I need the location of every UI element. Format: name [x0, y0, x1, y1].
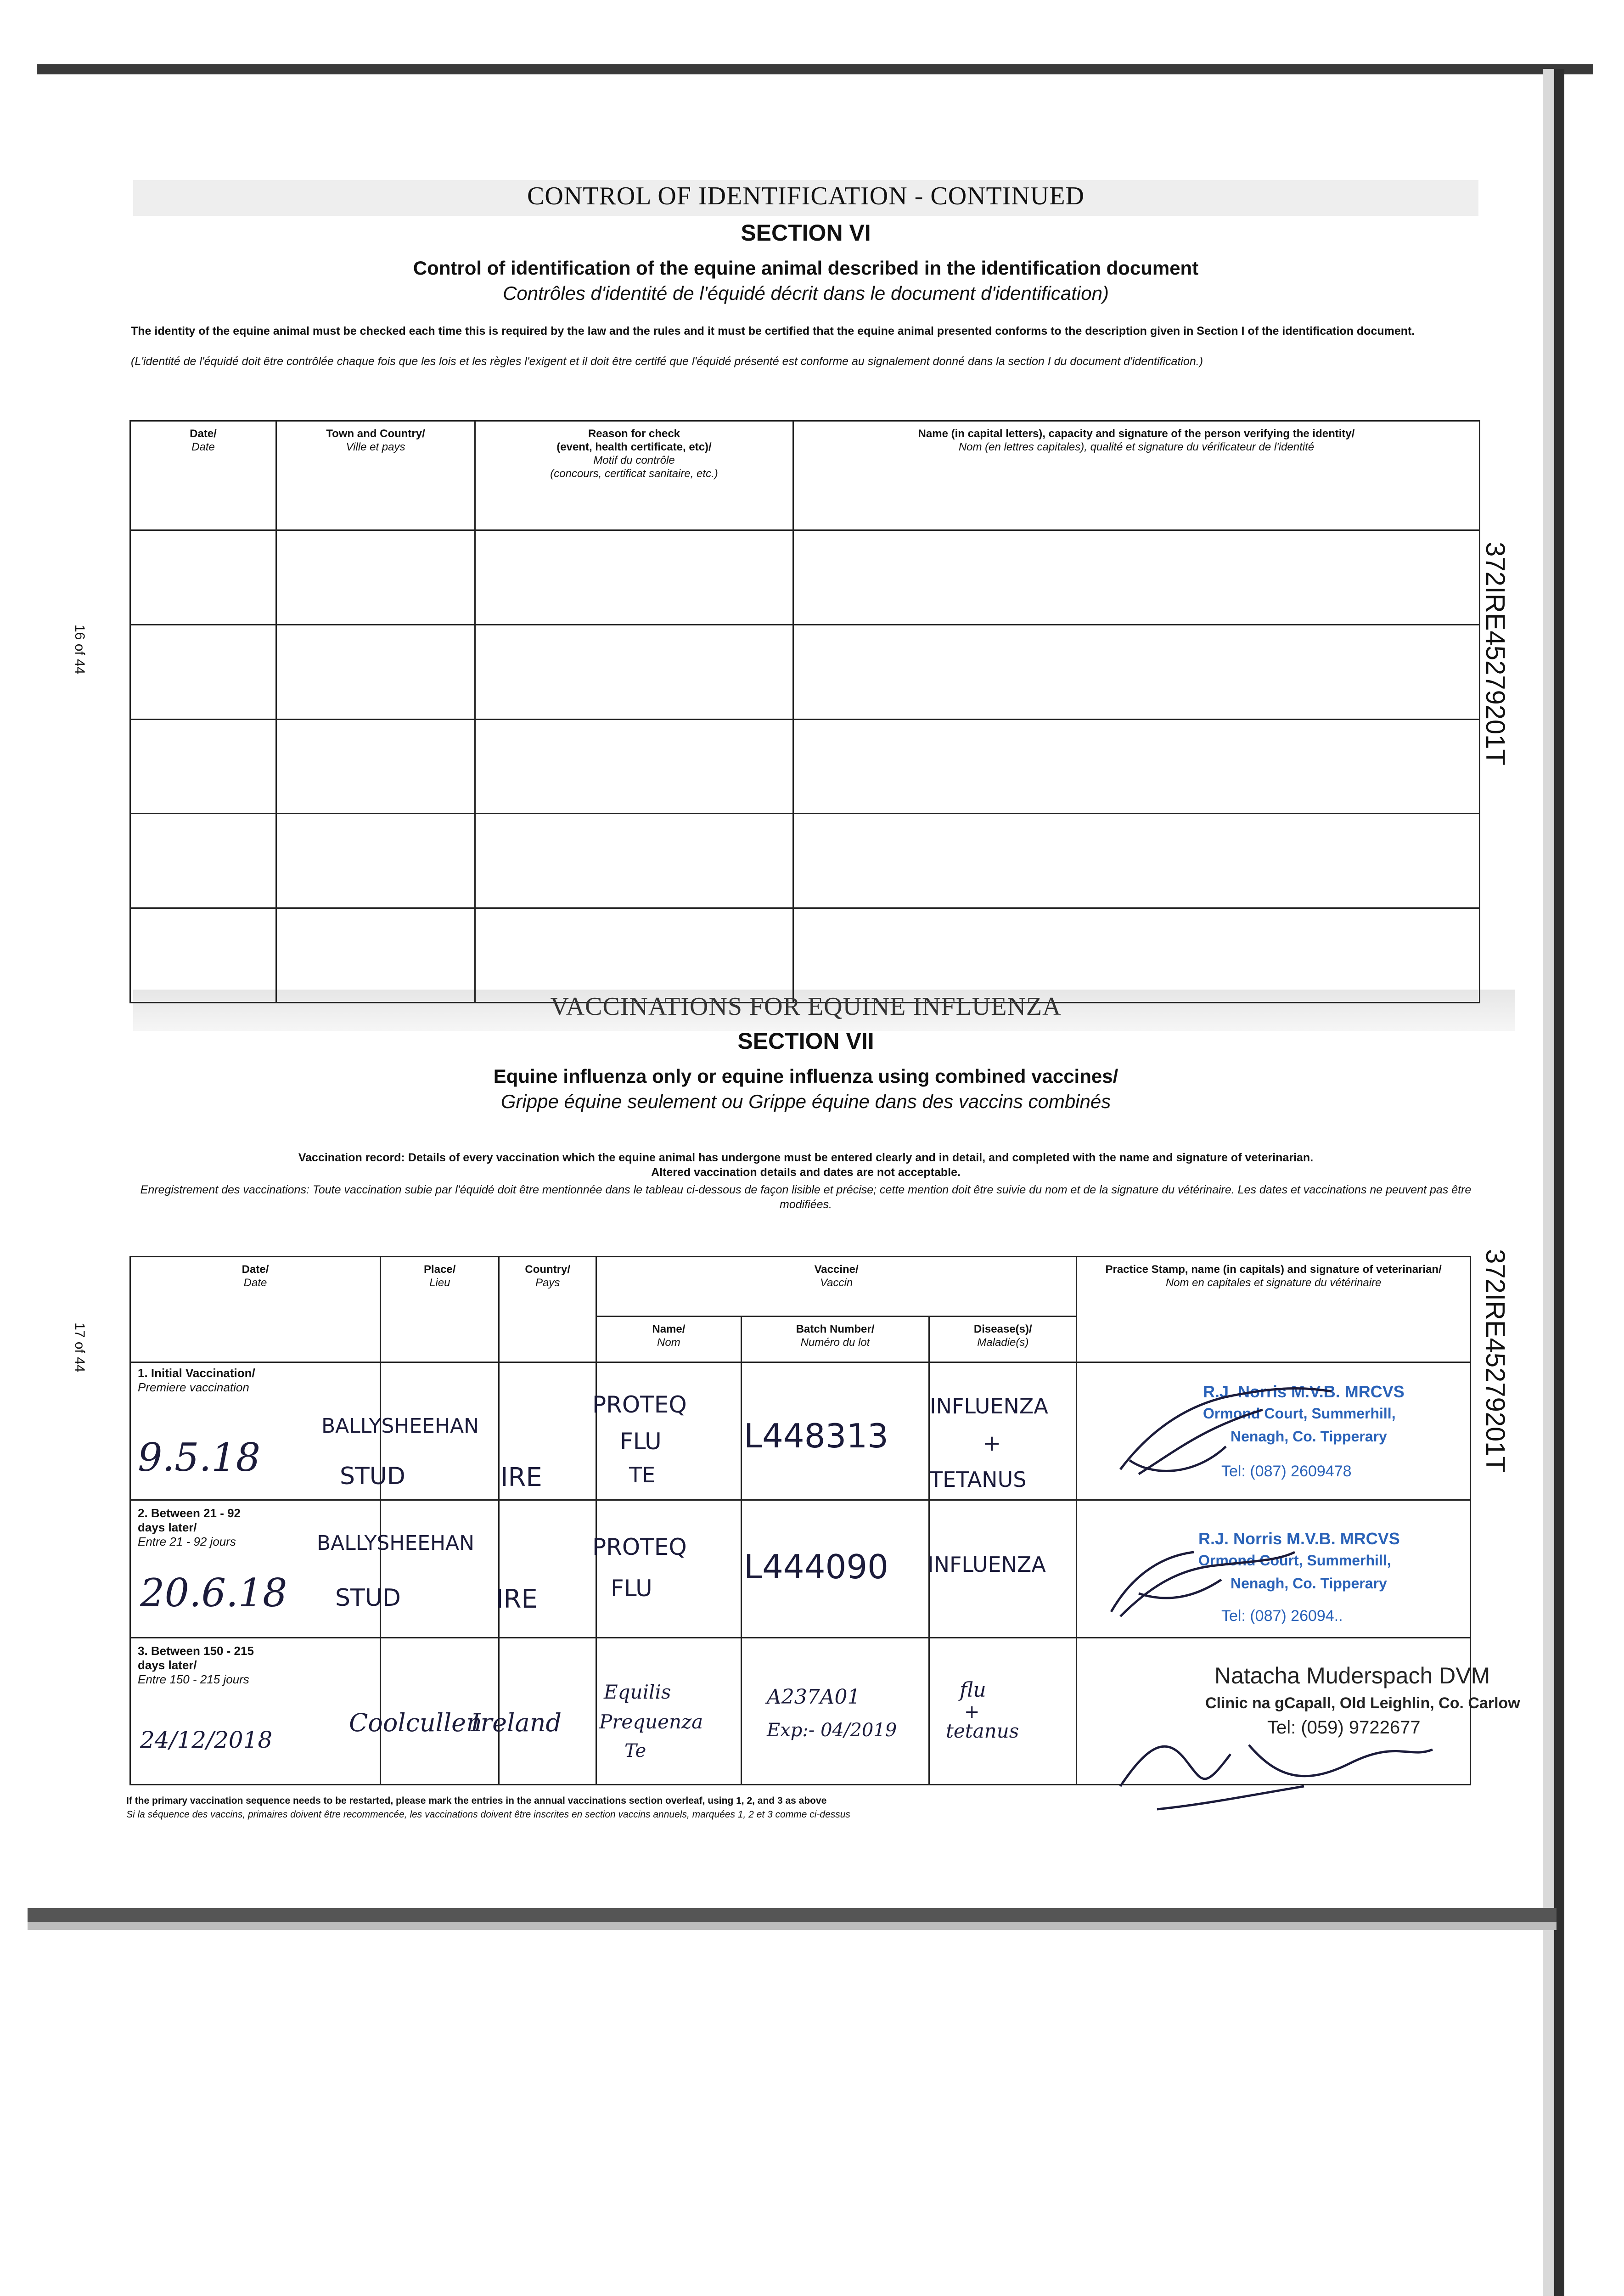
vcol-date-fr: Date	[243, 1277, 267, 1289]
row3-batch: A237A01	[767, 1685, 860, 1709]
note-en-label: Vaccination record:	[298, 1151, 405, 1164]
vcol-disease-en: Disease(s)/	[973, 1323, 1032, 1335]
row2-stamp-1: R.J. Norris M.V.B. MRCVS	[1198, 1529, 1400, 1548]
row3-stamp-3: Tel: (059) 9722677	[1267, 1717, 1421, 1738]
section7-note-en	[138, 1150, 1474, 1180]
row1-stamp-2: Ormond Court, Summerhill,	[1203, 1405, 1396, 1422]
row1-disease-1: INFLUENZA	[930, 1394, 1048, 1418]
vcol-name-fr: Nom	[657, 1336, 680, 1349]
vcol-vaccine	[596, 1257, 1077, 1317]
note-en-text: Details of every vaccination which the equine animal has undergone must be entered clearly and in detail, and completed with the name and signature of veterinarian.	[408, 1151, 1314, 1164]
note-fr-label: Enregistrement des vaccinations:	[140, 1183, 309, 1196]
vcol-place-en: Place/	[424, 1263, 456, 1276]
vcol-disease-fr: Maladie(s)	[977, 1336, 1029, 1349]
row1-stamp-3: Nenagh, Co. Tipperary	[1231, 1428, 1387, 1445]
col-date-en: Date/	[190, 428, 217, 440]
col-verifier-fr: Nom (en lettres capitales), qualité et signature du vérificateur de l'identité	[958, 441, 1315, 453]
col-town	[276, 421, 475, 530]
row3-label-fr: Entre 150 - 215 jours	[138, 1672, 249, 1686]
identity-check-table	[129, 420, 1480, 1003]
row3-disease-2: +	[964, 1701, 980, 1722]
row1-label-fr: Premiere vaccination	[138, 1380, 249, 1394]
row2-label	[138, 1506, 241, 1549]
vcol-disease	[929, 1317, 1077, 1362]
row2-stamp-2: Ormond Court, Summerhill,	[1198, 1552, 1391, 1569]
section7-subtitle-en: Equine influenza only or equine influenza using combined vaccines/	[493, 1065, 1118, 1087]
section7-number: SECTION VII	[737, 1028, 874, 1054]
row1-vaccine-name-1: PROTEQ	[592, 1391, 687, 1418]
table-row	[130, 814, 1480, 908]
vcol-name	[596, 1317, 742, 1362]
doc-id-bottom: 372IRE45279201T	[1480, 1249, 1510, 1473]
row1-vaccine-name-2: FLU	[620, 1428, 662, 1455]
vcol-batch-fr: Numéro du lot	[800, 1336, 870, 1349]
row3-vaccine-name-3: Te	[624, 1740, 646, 1761]
row2-vaccine-name-2: FLU	[611, 1575, 652, 1602]
vcol-place	[381, 1257, 499, 1362]
section6-subtitle-en: Control of identification of the equine animal described in the identification document	[413, 257, 1199, 279]
scan-edge-bottom-shadow	[28, 1922, 1557, 1930]
section6-subtitle-fr: Contrôles d'identité de l'équidé décrit dans le document d'identification)	[503, 282, 1109, 304]
row2-place-1: BALLYSHEEHAN	[317, 1531, 475, 1555]
row1-label-en: 1. Initial Vaccination/	[138, 1366, 255, 1380]
row1-place-1: BALLYSHEEHAN	[321, 1414, 479, 1438]
section7-subtitle-fr: Grippe équine seulement ou Grippe équine dans des vaccins combinés	[500, 1091, 1111, 1112]
scan-edge-top	[37, 64, 1593, 74]
col-date-fr: Date	[191, 441, 215, 453]
row3-batch-exp: Exp:- 04/2019	[767, 1720, 897, 1741]
vcol-name-en: Name/	[652, 1323, 686, 1335]
vcol-country-en: Country/	[525, 1263, 571, 1276]
page-number-17: 17 of 44	[72, 1322, 87, 1373]
row2-country: IRE	[496, 1584, 538, 1614]
table-row	[130, 719, 1480, 814]
row2-label-en: 2. Between 21 - 92	[138, 1506, 241, 1520]
row2-vaccine-name-1: PROTEQ	[592, 1534, 687, 1560]
row1-batch: L448313	[744, 1417, 888, 1455]
row1-date: 9.5.18	[138, 1435, 261, 1480]
vcol-place-fr: Lieu	[429, 1277, 450, 1289]
vcol-batch-en: Batch Number/	[796, 1323, 875, 1335]
row3-place: Coolcullen	[349, 1708, 482, 1737]
vcol-vaccine-en: Vaccine/	[814, 1263, 859, 1276]
note-en-text2: Altered vaccination details and dates are not acceptable.	[651, 1166, 961, 1179]
scan-edge-right-shadow	[1543, 69, 1555, 2296]
col-reason-fr: Motif du contrôle	[593, 454, 675, 467]
row2-stamp-4: Tel: (087) 26094..	[1221, 1607, 1343, 1625]
note-fr-text: Toute vaccination subie par l'équidé doit être mentionnée dans le tableau ci-dessous de façon lisible et précise; cette mention doit être suivie du nom et de la signature du vétérinaire. Les dates et vaccinations ne peuvent pas être modifiées.	[312, 1183, 1472, 1211]
table-row	[130, 530, 1480, 625]
row3-stamp-1: Natacha Muderspach DVM	[1214, 1663, 1490, 1688]
vcol-vaccine-fr: Vaccin	[820, 1277, 853, 1289]
row2-disease-1: INFLUENZA	[927, 1552, 1046, 1577]
table-row	[130, 908, 1480, 1003]
col-verifier	[793, 421, 1480, 530]
footnote-fr: Si la séquence des vaccins, primaires doivent être recommencée, les vaccinations doivent être inscrites en section vaccins annuels, marquées 1, 2 et 3 comme ci-dessus	[126, 1809, 850, 1820]
vcol-batch	[741, 1317, 929, 1362]
vcol-stamp-fr: Nom en capitales et signature du vétérinaire	[1165, 1277, 1382, 1289]
row3-country: Ireland	[471, 1708, 562, 1737]
row1-stamp-4: Tel: (087) 2609478	[1221, 1463, 1352, 1480]
col-verifier-en: Name (in capital letters), capacity and signature of the person verifying the identity/	[918, 428, 1355, 440]
col-reason-en2: (event, health certificate, etc)/	[556, 441, 712, 453]
col-date	[130, 421, 276, 530]
col-town-en: Town and Country/	[326, 428, 425, 440]
row2-date: 20.6.18	[140, 1570, 287, 1615]
row2-label-en2: days later/	[138, 1520, 197, 1534]
row1-country: IRE	[500, 1463, 542, 1492]
row2-stamp-3: Nenagh, Co. Tipperary	[1231, 1575, 1387, 1592]
section7-note-fr	[138, 1182, 1474, 1212]
row1-disease-2: +	[983, 1430, 1001, 1456]
row3-date: 24/12/2018	[140, 1727, 273, 1753]
page-number-16: 16 of 44	[72, 625, 87, 675]
row2-signature	[1102, 1525, 1304, 1626]
row3-label-en2: days later/	[138, 1658, 197, 1672]
section7-heading: VACCINATIONS FOR EQUINE INFLUENZA	[550, 992, 1062, 1021]
section6-note-fr: (L'identité de l'équidé doit être contrôlée chaque fois que les lois et les règles l'exigent et il doit être certifé que l'équidé présenté est conforme au signalement donné dans la section I du document d'identification.)	[131, 355, 1203, 368]
row2-label-fr: Entre 21 - 92 jours	[138, 1535, 236, 1548]
col-town-fr: Ville et pays	[346, 441, 405, 453]
row1-signature	[1111, 1378, 1350, 1488]
table-row	[130, 625, 1480, 719]
row1-disease-3: TETANUS	[930, 1467, 1027, 1492]
scan-edge-right	[1554, 69, 1564, 2296]
row3-disease-3: tetanus	[946, 1720, 1019, 1742]
row2-batch: L444090	[744, 1548, 888, 1586]
row3-label	[138, 1644, 254, 1687]
row3-stamp-2: Clinic na gCapall, Old Leighlin, Co. Carlow	[1205, 1694, 1520, 1712]
row3-vaccine-name-2: Prequenza	[599, 1711, 703, 1733]
vcol-country	[499, 1257, 596, 1362]
section6-number: SECTION VI	[741, 220, 871, 246]
col-reason	[475, 421, 793, 530]
vcol-date-en: Date/	[242, 1263, 269, 1276]
row1-stamp-1: R.J. Norris M.V.B. MRCVS	[1203, 1382, 1405, 1401]
row1-label	[138, 1366, 255, 1395]
vcol-date	[130, 1257, 381, 1362]
row1-place-2: STUD	[340, 1463, 405, 1490]
section6-heading: CONTROL OF IDENTIFICATION - CONTINUED	[527, 182, 1085, 210]
section6-note-en: The identity of the equine animal must be checked each time this is required by the law and the rules and it must be certified that the equine animal presented conforms to the description given in Section I of the identification document.	[131, 325, 1415, 338]
row3-disease-1: flu	[960, 1678, 986, 1702]
row3-label-en: 3. Between 150 - 215	[138, 1644, 254, 1658]
row3-vaccine-name-1: Equilis	[604, 1681, 671, 1703]
footnote-en: If the primary vaccination sequence needs to be restarted, please mark the entries in the annual vaccinations section overleaf, using 1, 2, and 3 as above	[126, 1795, 827, 1806]
vcol-stamp-en: Practice Stamp, name (in capitals) and signature of veterinarian/	[1105, 1263, 1442, 1276]
row1-vaccine-name-3: TE	[629, 1463, 656, 1487]
row3-signature	[1111, 1717, 1442, 1823]
col-reason-en: Reason for check	[588, 428, 680, 440]
doc-id-top: 372IRE45279201T	[1480, 542, 1510, 765]
scan-edge-bottom	[28, 1908, 1557, 1922]
row2-place-2: STUD	[335, 1584, 401, 1612]
vcol-stamp	[1077, 1257, 1471, 1362]
vcol-country-fr: Pays	[535, 1277, 560, 1289]
col-reason-fr2: (concours, certificat sanitaire, etc.)	[550, 467, 718, 480]
